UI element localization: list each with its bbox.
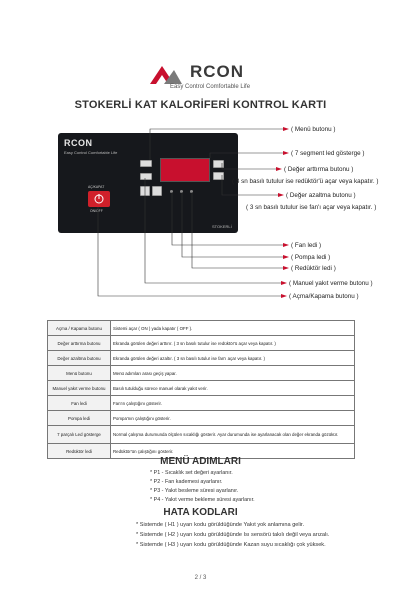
callout-power-button: ( Açma/Kapama butonu ): [289, 293, 359, 300]
power-label-top: AÇ/KAPAT: [88, 185, 105, 189]
page-title: STOKERLİ KAT KALORİFERİ KONTROL KARTI: [74, 99, 327, 111]
page-number: 2 / 3: [194, 575, 207, 581]
callout-decrease-note: ( 3 sn basılı tutulur ise fan'ı açar veya kapatır. ): [246, 204, 377, 211]
menu-item: * P2 - Fan kademesi ayarlanır.: [150, 479, 223, 485]
table-row: [48, 351, 355, 366]
table-key: Açma / Kapama butonu: [48, 321, 111, 336]
table-value: Sistemi açar ( ON ) yada kapatır ( OFF ).: [111, 321, 355, 336]
table-value: Pompa'nın çalıştığını gösterir.: [111, 411, 355, 426]
table-value: Fan'ın çalıştığını gösterir.: [111, 396, 355, 411]
table-key: Değer azaltma butonu: [48, 351, 111, 366]
table-key: Redüktör ledi: [48, 444, 111, 459]
table-row: [48, 366, 355, 381]
error-item: * Sistemde ( H2 ) uyarı kodu görüldüğünde Isı sensörü takılı değil veya arızalı.: [136, 532, 330, 538]
menu-item: * P1 - Sıcaklık set değeri ayarlanır.: [150, 470, 233, 476]
panel-brand: RCON: [64, 138, 93, 148]
callout-increase-note: ( 3 sn basılı tutulur ise redüktör'ü açar veya kapatır. ): [232, 178, 379, 185]
table-key: Menü butonu: [48, 366, 111, 381]
table-row: [48, 336, 355, 351]
errors-heading: HATA KODLARI: [163, 507, 238, 518]
callout-segment-display: ( 7 segment led gösterge ): [291, 150, 365, 157]
feature-table: [47, 320, 355, 459]
callout-pump-led: ( Pompa ledi ): [291, 254, 331, 261]
panel-corner-label: STOKERLİ: [212, 224, 232, 229]
table-value: Ekranda görülen değeri azaltır. ( 3 sn basılı tutulur ise fan'ı açar veya kapatır. ): [111, 351, 355, 366]
table-row: [48, 426, 355, 444]
table-row: [48, 381, 355, 396]
menu-heading: MENÜ ADIMLARI: [160, 456, 241, 467]
table-key: Manuel yakıt verme butonu: [48, 381, 111, 396]
menu-item: * P4 - Yakıt verme bekleme süresi ayarlanır.: [150, 497, 255, 503]
callout-menu-button: ( Menü butonu ): [291, 126, 336, 133]
table-key: Pompa ledi: [48, 411, 111, 426]
table-row: [48, 321, 355, 336]
table-value: Basılı tutulduğu sürece manuel olarak yakıt verir.: [111, 381, 355, 396]
error-item: * Sistemde ( H1 ) uyarı kodu görüldüğünde Yakıt yok anlamına gelir.: [136, 522, 305, 528]
power-label-bottom: ON/OFF: [90, 209, 103, 213]
brand-tagline: Easy Control Comfortable Life: [170, 84, 251, 90]
brand-name: RCON: [190, 62, 245, 81]
callout-reducer-led: ( Redüktör ledi ): [291, 265, 336, 272]
callout-decrease-button: ( Değer azaltma butonu ): [286, 192, 356, 199]
callout-fan-led: ( Fan ledi ): [291, 242, 322, 249]
table-key: 7 parçalı Led gösterge: [48, 426, 111, 444]
menu-item: * P3 - Yakıt besleme süresi ayarlanır.: [150, 488, 239, 494]
panel-subtitle: Easy Control Comfortable Life: [64, 150, 118, 155]
table-value: Ekranda görülen değeri arttırır. ( 3 sn basılı tutulur ise redüktör'ü açar veya kapatır. ): [111, 336, 355, 351]
table-value: Redüktör'ün çalıştığını gösterir.: [111, 444, 355, 459]
table-value: Normal çalışma durumunda ölçülen sıcaklığı gösterir. Ayar durumunda ise ayarlanacak olan değer ekranda gözükür.: [111, 426, 355, 444]
table-value: Menü adımları arası geçiş yapar.: [111, 366, 355, 381]
table-row: [48, 396, 355, 411]
callout-manual-fuel-button: ( Manuel yakıt verme butonu ): [289, 280, 373, 287]
callout-increase-button: ( Değer arttırma butonu ): [284, 166, 354, 173]
table-key: Fan ledi: [48, 396, 111, 411]
table-key: Değer arttırma butonu: [48, 336, 111, 351]
table-row: [48, 411, 355, 426]
error-item: * Sistemde ( H3 ) uyarı kodu görüldüğünde Kazan suyu sıcaklığı çok yüksek.: [136, 542, 326, 548]
